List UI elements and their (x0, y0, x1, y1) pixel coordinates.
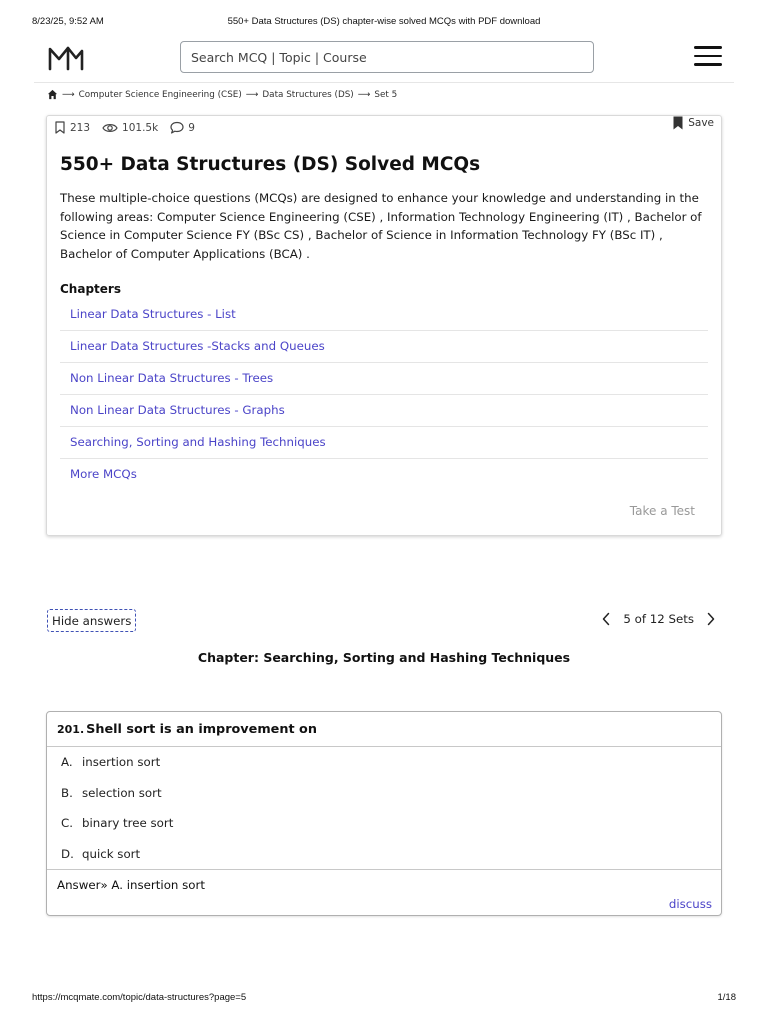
chapter-link-trees[interactable]: Non Linear Data Structures - Trees (70, 371, 274, 385)
comment-count[interactable] (170, 121, 195, 134)
list-item (60, 427, 708, 459)
question-header (47, 712, 721, 747)
option-c[interactable] (47, 808, 721, 839)
option-list (47, 747, 721, 869)
print-datetime: 8/23/25, 9:52 AM (32, 16, 104, 27)
hide-answers-button[interactable]: Hide answers (47, 609, 136, 632)
set-pager (601, 612, 716, 626)
answer-section (47, 869, 721, 915)
view-count-value: 101.5k (122, 121, 159, 134)
pager-label: 5 of 12 Sets (623, 612, 694, 626)
breadcrumb-current: Set 5 (374, 89, 398, 100)
bookmark-count-value: 213 (70, 121, 91, 134)
question-card (46, 711, 722, 916)
page-title: 550+ Data Structures (DS) Solved MCQs (60, 154, 481, 175)
question-text: Shell sort is an improvement on (86, 721, 317, 737)
search-input[interactable] (180, 41, 594, 73)
home-icon[interactable] (47, 89, 58, 100)
chapter-link-searching-sorting[interactable]: Searching, Sorting and Hashing Techniques (70, 435, 326, 449)
list-item (60, 331, 708, 363)
option-text: selection sort (82, 785, 162, 800)
topic-description: These multiple-choice questions (MCQs) are designed to enhance your knowledge and understanding in the following areas: Computer Science Engineering (CSE) , Information Technology Engineering (IT) , Bachelor of Science in Computer Science FY (BSc CS) , Bachelor of Science in Information Technology FY (BSc IT) , Bachelor of Computer Applications (BCA) . (60, 191, 702, 261)
save-button[interactable] (672, 116, 714, 130)
chapter-link-graphs[interactable]: Non Linear Data Structures - Graphs (70, 403, 285, 417)
option-text: insertion sort (82, 755, 161, 769)
breadcrumb-ds[interactable]: Data Structures (DS) (262, 89, 354, 100)
comment-icon (170, 121, 184, 134)
option-a[interactable] (47, 747, 721, 778)
chevron-left-icon[interactable] (601, 612, 611, 626)
option-letter: C. (61, 816, 73, 830)
hamburger-menu-icon[interactable] (694, 46, 722, 68)
chapter-link-list[interactable]: Linear Data Structures - List (70, 307, 236, 321)
list-item (60, 363, 708, 395)
logo-icon[interactable] (48, 44, 84, 72)
breadcrumb-separator: ⟶ (245, 89, 259, 100)
more-mcqs-link[interactable]: More MCQs (70, 467, 137, 481)
breadcrumb (47, 89, 397, 100)
list-item (60, 395, 708, 427)
option-b[interactable] (47, 778, 721, 809)
bookmark-count[interactable] (54, 121, 90, 134)
chevron-right-icon[interactable] (706, 612, 716, 626)
eye-icon (102, 122, 118, 134)
print-doc-title: 550+ Data Structures (DS) chapter-wise solved MCQs with PDF download (227, 16, 541, 27)
print-header (32, 16, 736, 30)
discuss-link[interactable]: discuss (668, 897, 712, 911)
option-letter: B. (61, 785, 73, 800)
print-page-number: 1/18 (717, 992, 736, 1003)
option-text: quick sort (82, 846, 141, 861)
option-d[interactable] (47, 839, 721, 870)
topic-card (46, 115, 722, 536)
topic-stats (54, 121, 201, 134)
chapter-title: Chapter: Searching, Sorting and Hashing Techniques (197, 650, 571, 665)
top-navbar (34, 36, 734, 83)
view-count (102, 122, 158, 134)
answer-text: Answer» A. insertion sort (57, 878, 205, 892)
save-label: Save (688, 117, 714, 129)
bookmark-icon (54, 121, 66, 134)
list-item (60, 459, 708, 490)
chapters-heading: Chapters (60, 282, 121, 296)
print-footer (32, 992, 736, 1006)
comment-count-value: 9 (188, 121, 195, 134)
take-test-button[interactable]: Take a Test (629, 504, 695, 518)
list-item (60, 299, 708, 331)
option-text: binary tree sort (82, 816, 174, 830)
print-url: https://mcqmate.com/topic/data-structures?page=5 (32, 992, 247, 1003)
question-number: 201. (57, 722, 85, 736)
save-bookmark-icon (672, 116, 684, 130)
option-letter: D. (61, 846, 74, 861)
breadcrumb-separator: ⟶ (357, 89, 371, 100)
breadcrumb-separator: ⟶ (62, 89, 75, 100)
option-letter: A. (61, 755, 73, 769)
chapter-list (60, 299, 708, 490)
breadcrumb-cse[interactable]: Computer Science Engineering (CSE) (78, 89, 242, 100)
chapter-link-stacks-queues[interactable]: Linear Data Structures -Stacks and Queues (70, 339, 325, 353)
